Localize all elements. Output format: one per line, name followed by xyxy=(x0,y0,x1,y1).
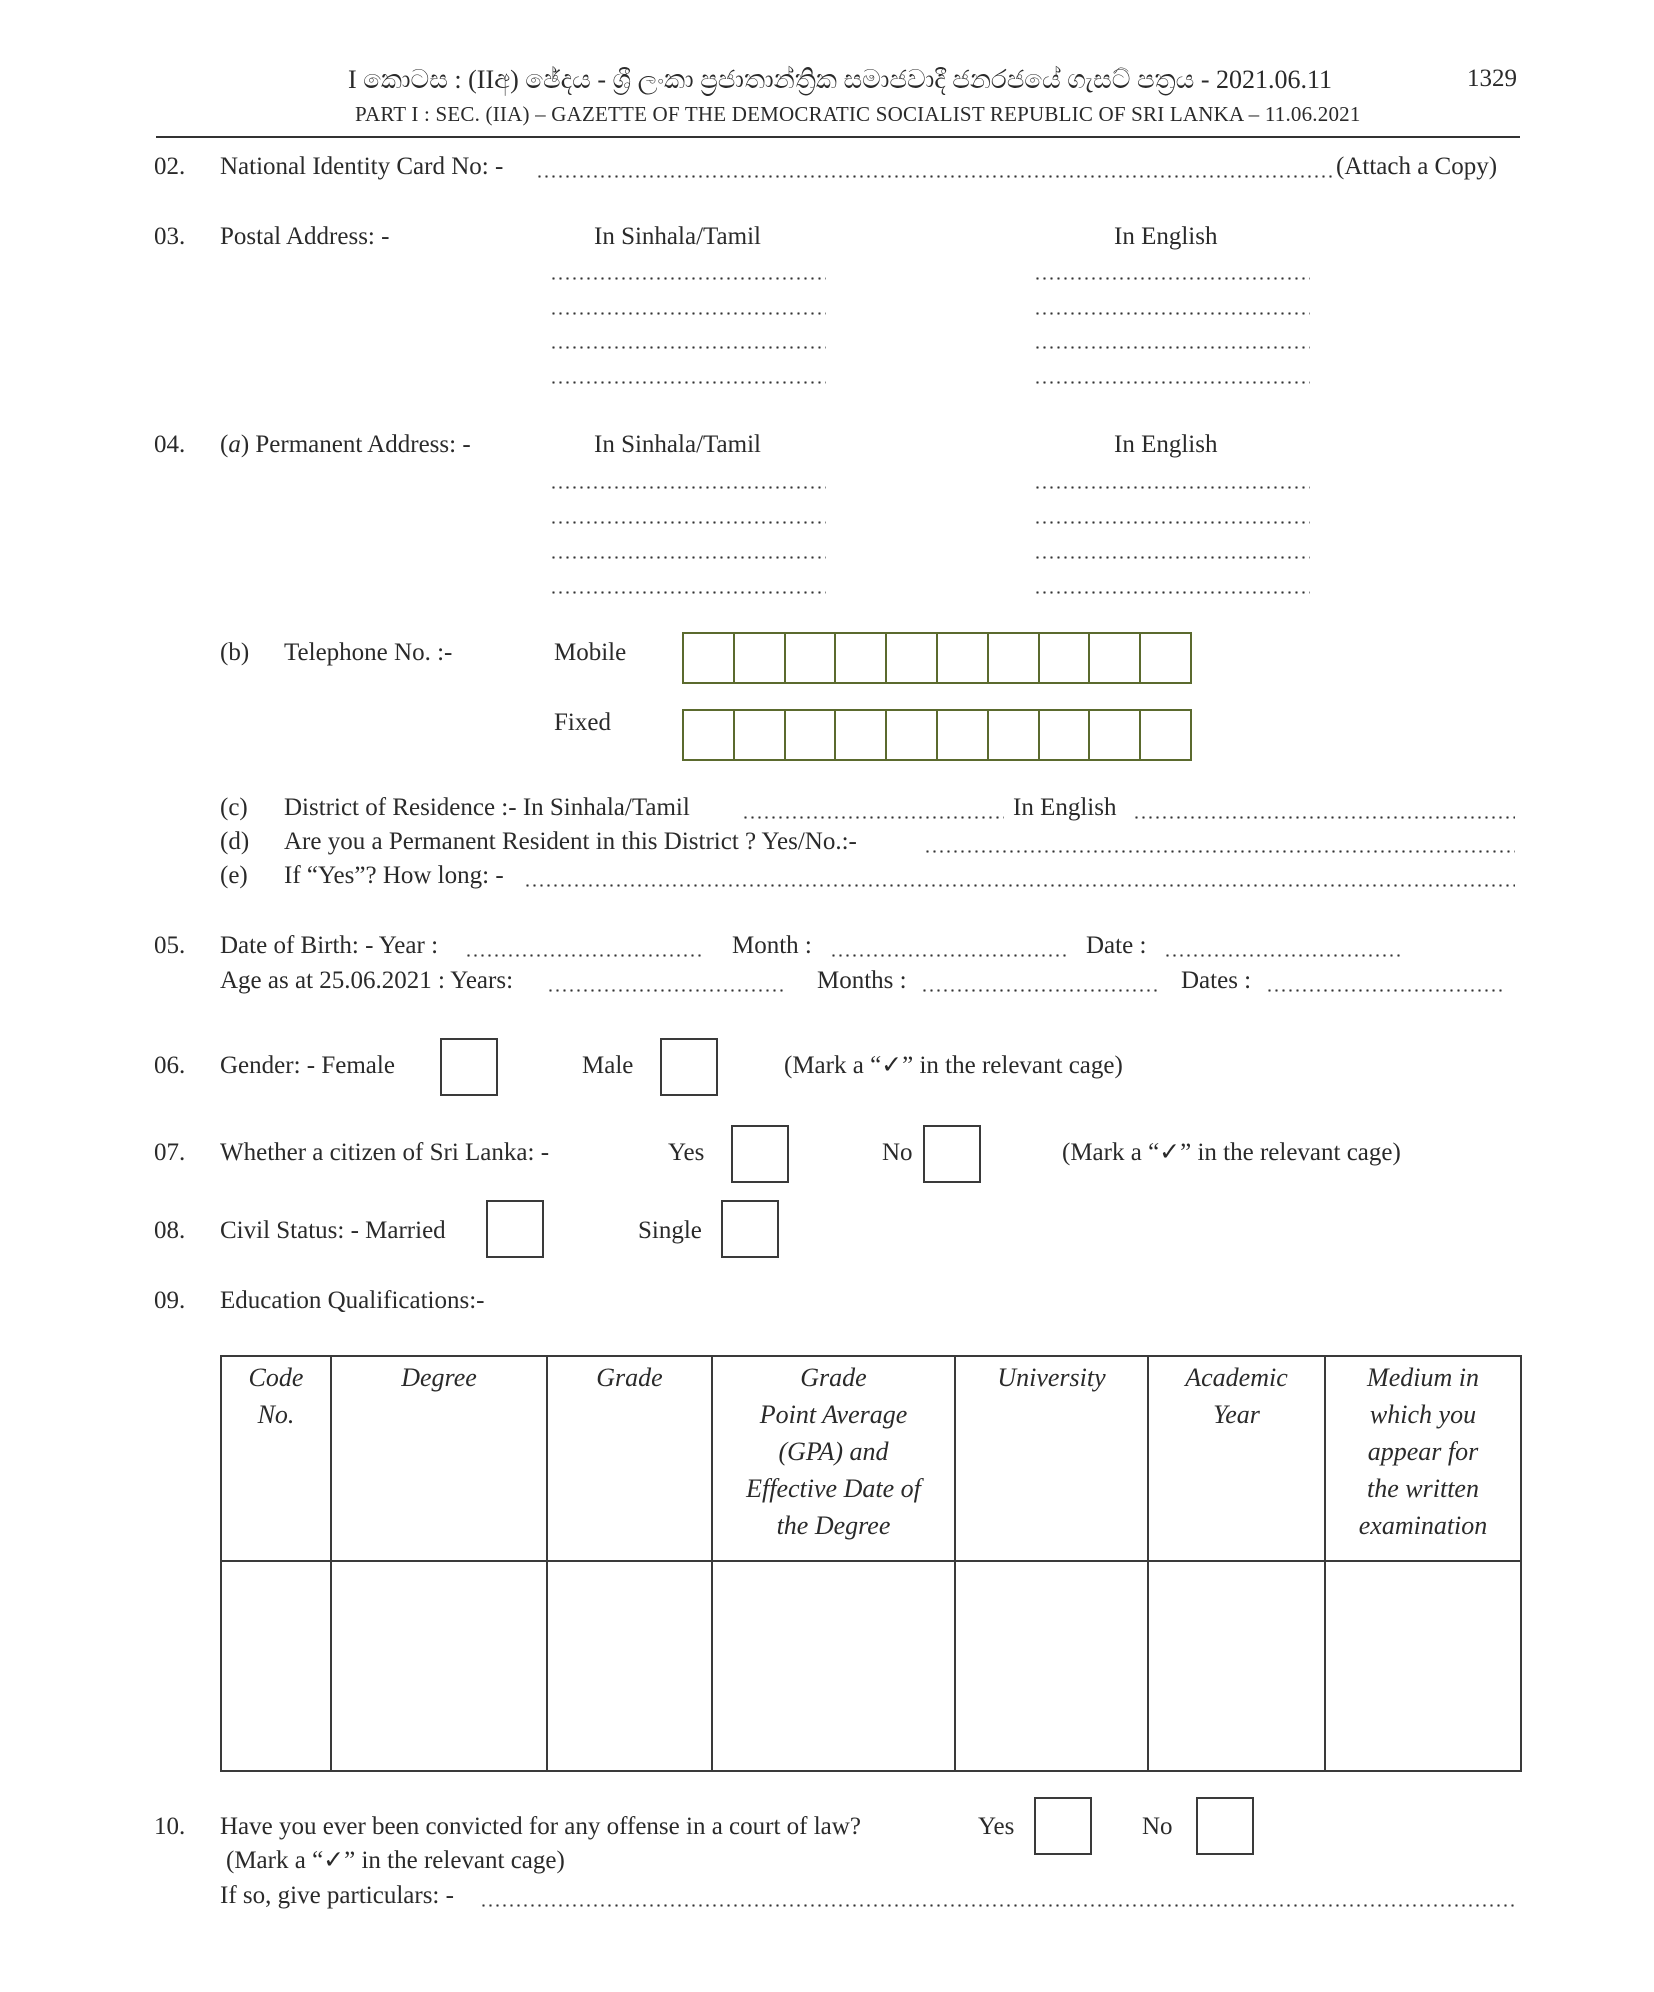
conviction-no-checkbox[interactable] xyxy=(1196,1797,1254,1855)
civil-married-label: Civil Status: - Married xyxy=(220,1217,446,1244)
q03-col-english: In English xyxy=(1114,223,1218,250)
digit-cell[interactable] xyxy=(684,634,735,682)
dob-date-field[interactable] xyxy=(1164,954,1404,957)
page-number: 1329 xyxy=(1467,65,1517,92)
district-sinhala-field[interactable] xyxy=(742,816,1004,819)
q03-col-sinhala: In Sinhala/Tamil xyxy=(594,223,761,250)
q06-number: 06. xyxy=(154,1052,186,1079)
academic-year-cell[interactable] xyxy=(1148,1561,1325,1771)
q02-number: 02. xyxy=(154,153,186,180)
citizen-yes-checkbox[interactable] xyxy=(731,1125,789,1183)
digit-cell[interactable] xyxy=(1090,711,1141,759)
digit-cell[interactable] xyxy=(735,711,786,759)
permanent-address-english-line[interactable] xyxy=(1034,591,1310,594)
q07-number: 07. xyxy=(154,1139,186,1166)
age-months-label: Months : xyxy=(817,967,907,994)
digit-cell[interactable] xyxy=(1141,634,1190,682)
digit-cell[interactable] xyxy=(1141,711,1190,759)
conviction-label: Have you ever been convicted for any offense in a court of law? xyxy=(220,1813,861,1840)
mobile-label: Mobile xyxy=(554,639,627,666)
postal-address-english-line[interactable] xyxy=(1034,312,1310,315)
table-row xyxy=(221,1561,1521,1771)
q04c-english-label: In English xyxy=(1013,794,1117,821)
q02-suffix: (Attach a Copy) xyxy=(1336,153,1498,180)
q04b-label: Telephone No. :- xyxy=(284,639,453,666)
q08-number: 08. xyxy=(154,1217,186,1244)
digit-cell[interactable] xyxy=(887,711,938,759)
digit-cell[interactable] xyxy=(1090,634,1141,682)
district-english-field[interactable] xyxy=(1133,816,1515,819)
q07-note: (Mark a “✓” in the relevant cage) xyxy=(1062,1139,1401,1166)
q06-note: (Mark a “✓” in the relevant cage) xyxy=(784,1052,1123,1079)
q04e-label: If “Yes”? How long: - xyxy=(284,862,504,889)
age-dates-field[interactable] xyxy=(1266,989,1506,992)
q03-label: Postal Address: - xyxy=(220,223,390,250)
permanent-address-english-line[interactable] xyxy=(1034,556,1310,559)
digit-cell[interactable] xyxy=(735,634,786,682)
grade-cell[interactable] xyxy=(547,1561,712,1771)
dob-year-field[interactable] xyxy=(465,954,705,957)
residence-duration-field[interactable] xyxy=(524,884,1515,887)
gpa-cell[interactable] xyxy=(712,1561,955,1771)
q04e-letter: (e) xyxy=(220,862,248,889)
conviction-no-label: No xyxy=(1142,1813,1173,1840)
medium-cell[interactable] xyxy=(1325,1561,1521,1771)
permanent-resident-field[interactable] xyxy=(924,850,1515,853)
permanent-address-sinhala-line[interactable] xyxy=(550,591,826,594)
q04c-letter: (c) xyxy=(220,794,248,821)
q04a-label: (a) Permanent Address: - xyxy=(220,431,471,458)
digit-cell[interactable] xyxy=(684,711,735,759)
gender-female-label: Gender: - Female xyxy=(220,1052,395,1079)
code-cell[interactable] xyxy=(221,1561,331,1771)
q09-number: 09. xyxy=(154,1287,186,1314)
permanent-address-english-line[interactable] xyxy=(1034,521,1310,524)
digit-cell[interactable] xyxy=(989,634,1040,682)
age-months-field[interactable] xyxy=(921,989,1161,992)
citizen-no-checkbox[interactable] xyxy=(923,1125,981,1183)
dob-year-label: Date of Birth: - Year : xyxy=(220,932,439,959)
column-header-academic-year: Academic Year xyxy=(1148,1356,1325,1561)
column-header-code: Code No. xyxy=(221,1356,331,1561)
civil-married-checkbox[interactable] xyxy=(486,1200,544,1258)
q04d-letter: (d) xyxy=(220,828,250,855)
permanent-address-sinhala-line[interactable] xyxy=(550,486,826,489)
column-header-medium: Medium in which you appear for the written examination xyxy=(1325,1356,1521,1561)
header-rule xyxy=(156,136,1520,138)
digit-cell[interactable] xyxy=(1040,711,1091,759)
gender-male-label: Male xyxy=(582,1052,634,1079)
fixed-number-grid[interactable] xyxy=(682,709,1192,761)
postal-address-english-line[interactable] xyxy=(1034,346,1310,349)
education-label: Education Qualifications:- xyxy=(220,1287,485,1314)
q05-number: 05. xyxy=(154,932,186,959)
q03-number: 03. xyxy=(154,223,186,250)
citizen-yes-label: Yes xyxy=(668,1139,705,1166)
digit-cell[interactable] xyxy=(938,711,989,759)
age-dates-label: Dates : xyxy=(1181,967,1252,994)
column-header-grade: Grade xyxy=(547,1356,712,1561)
university-cell[interactable] xyxy=(955,1561,1148,1771)
digit-cell[interactable] xyxy=(836,634,887,682)
gender-male-checkbox[interactable] xyxy=(660,1038,718,1096)
digit-cell[interactable] xyxy=(786,711,837,759)
digit-cell[interactable] xyxy=(887,634,938,682)
permanent-address-english-line[interactable] xyxy=(1034,486,1310,489)
dob-month-label: Month : xyxy=(732,932,812,959)
degree-cell[interactable] xyxy=(331,1561,547,1771)
postal-address-sinhala-line[interactable] xyxy=(550,277,826,280)
dob-month-field[interactable] xyxy=(830,954,1070,957)
digit-cell[interactable] xyxy=(989,711,1040,759)
q04b-letter: (b) xyxy=(220,639,250,666)
nic-number-field[interactable] xyxy=(536,175,1336,178)
digit-cell[interactable] xyxy=(836,711,887,759)
civil-single-label: Single xyxy=(638,1217,702,1244)
q10-number: 10. xyxy=(154,1813,186,1840)
q04d-label: Are you a Permanent Resident in this District ? Yes/No.:- xyxy=(284,828,857,855)
q10-note: (Mark a “✓” in the relevant cage) xyxy=(226,1847,565,1874)
citizen-label: Whether a citizen of Sri Lanka: - xyxy=(220,1139,550,1166)
postal-address-english-line[interactable] xyxy=(1034,381,1310,384)
column-header-university: University xyxy=(955,1356,1148,1561)
column-header-gpa: Grade Point Average (GPA) and Effective Date of the Degree xyxy=(712,1356,955,1561)
gender-female-checkbox[interactable] xyxy=(440,1038,498,1096)
header-sinhala-title: I කොටස : (IIඅ) ඡේදය - ශ්‍රී ලංකා ප්‍රජාතාන්ත්‍රික සමාජවාදී ජනරජයේ ගැසට් පත්‍රය - 2021.06.11 xyxy=(348,65,1333,94)
column-header-degree: Degree xyxy=(331,1356,547,1561)
postal-address-sinhala-line[interactable] xyxy=(550,312,826,315)
conviction-yes-checkbox[interactable] xyxy=(1034,1797,1092,1855)
digit-cell[interactable] xyxy=(1040,634,1091,682)
citizen-no-label: No xyxy=(882,1139,913,1166)
table-header-row xyxy=(221,1356,1521,1561)
postal-address-sinhala-line[interactable] xyxy=(550,381,826,384)
q04-number: 04. xyxy=(154,431,186,458)
education-table xyxy=(220,1355,1522,1772)
mobile-number-grid[interactable] xyxy=(682,632,1192,684)
age-years-label: Age as at 25.06.2021 : Years: xyxy=(220,967,514,994)
permanent-address-sinhala-line[interactable] xyxy=(550,521,826,524)
particulars-field[interactable] xyxy=(480,1904,1515,1907)
q04-col-english: In English xyxy=(1114,431,1218,458)
q02-label: National Identity Card No: - xyxy=(220,153,504,180)
digit-cell[interactable] xyxy=(786,634,837,682)
particulars-label: If so, give particulars: - xyxy=(220,1882,454,1909)
civil-single-checkbox[interactable] xyxy=(721,1200,779,1258)
age-years-field[interactable] xyxy=(547,989,787,992)
dob-date-label: Date : xyxy=(1086,932,1147,959)
conviction-yes-label: Yes xyxy=(978,1813,1015,1840)
q04-col-sinhala: In Sinhala/Tamil xyxy=(594,431,761,458)
postal-address-english-line[interactable] xyxy=(1034,277,1310,280)
permanent-address-sinhala-line[interactable] xyxy=(550,556,826,559)
q04c-label: District of Residence :- In Sinhala/Tamil xyxy=(284,794,690,821)
header-english-title: PART I : SEC. (IIA) – GAZETTE OF THE DEMOCRATIC SOCIALIST REPUBLIC OF SRI LANKA – 11.06.2021 xyxy=(355,102,1361,126)
fixed-label: Fixed xyxy=(554,709,611,736)
postal-address-sinhala-line[interactable] xyxy=(550,346,826,349)
digit-cell[interactable] xyxy=(938,634,989,682)
